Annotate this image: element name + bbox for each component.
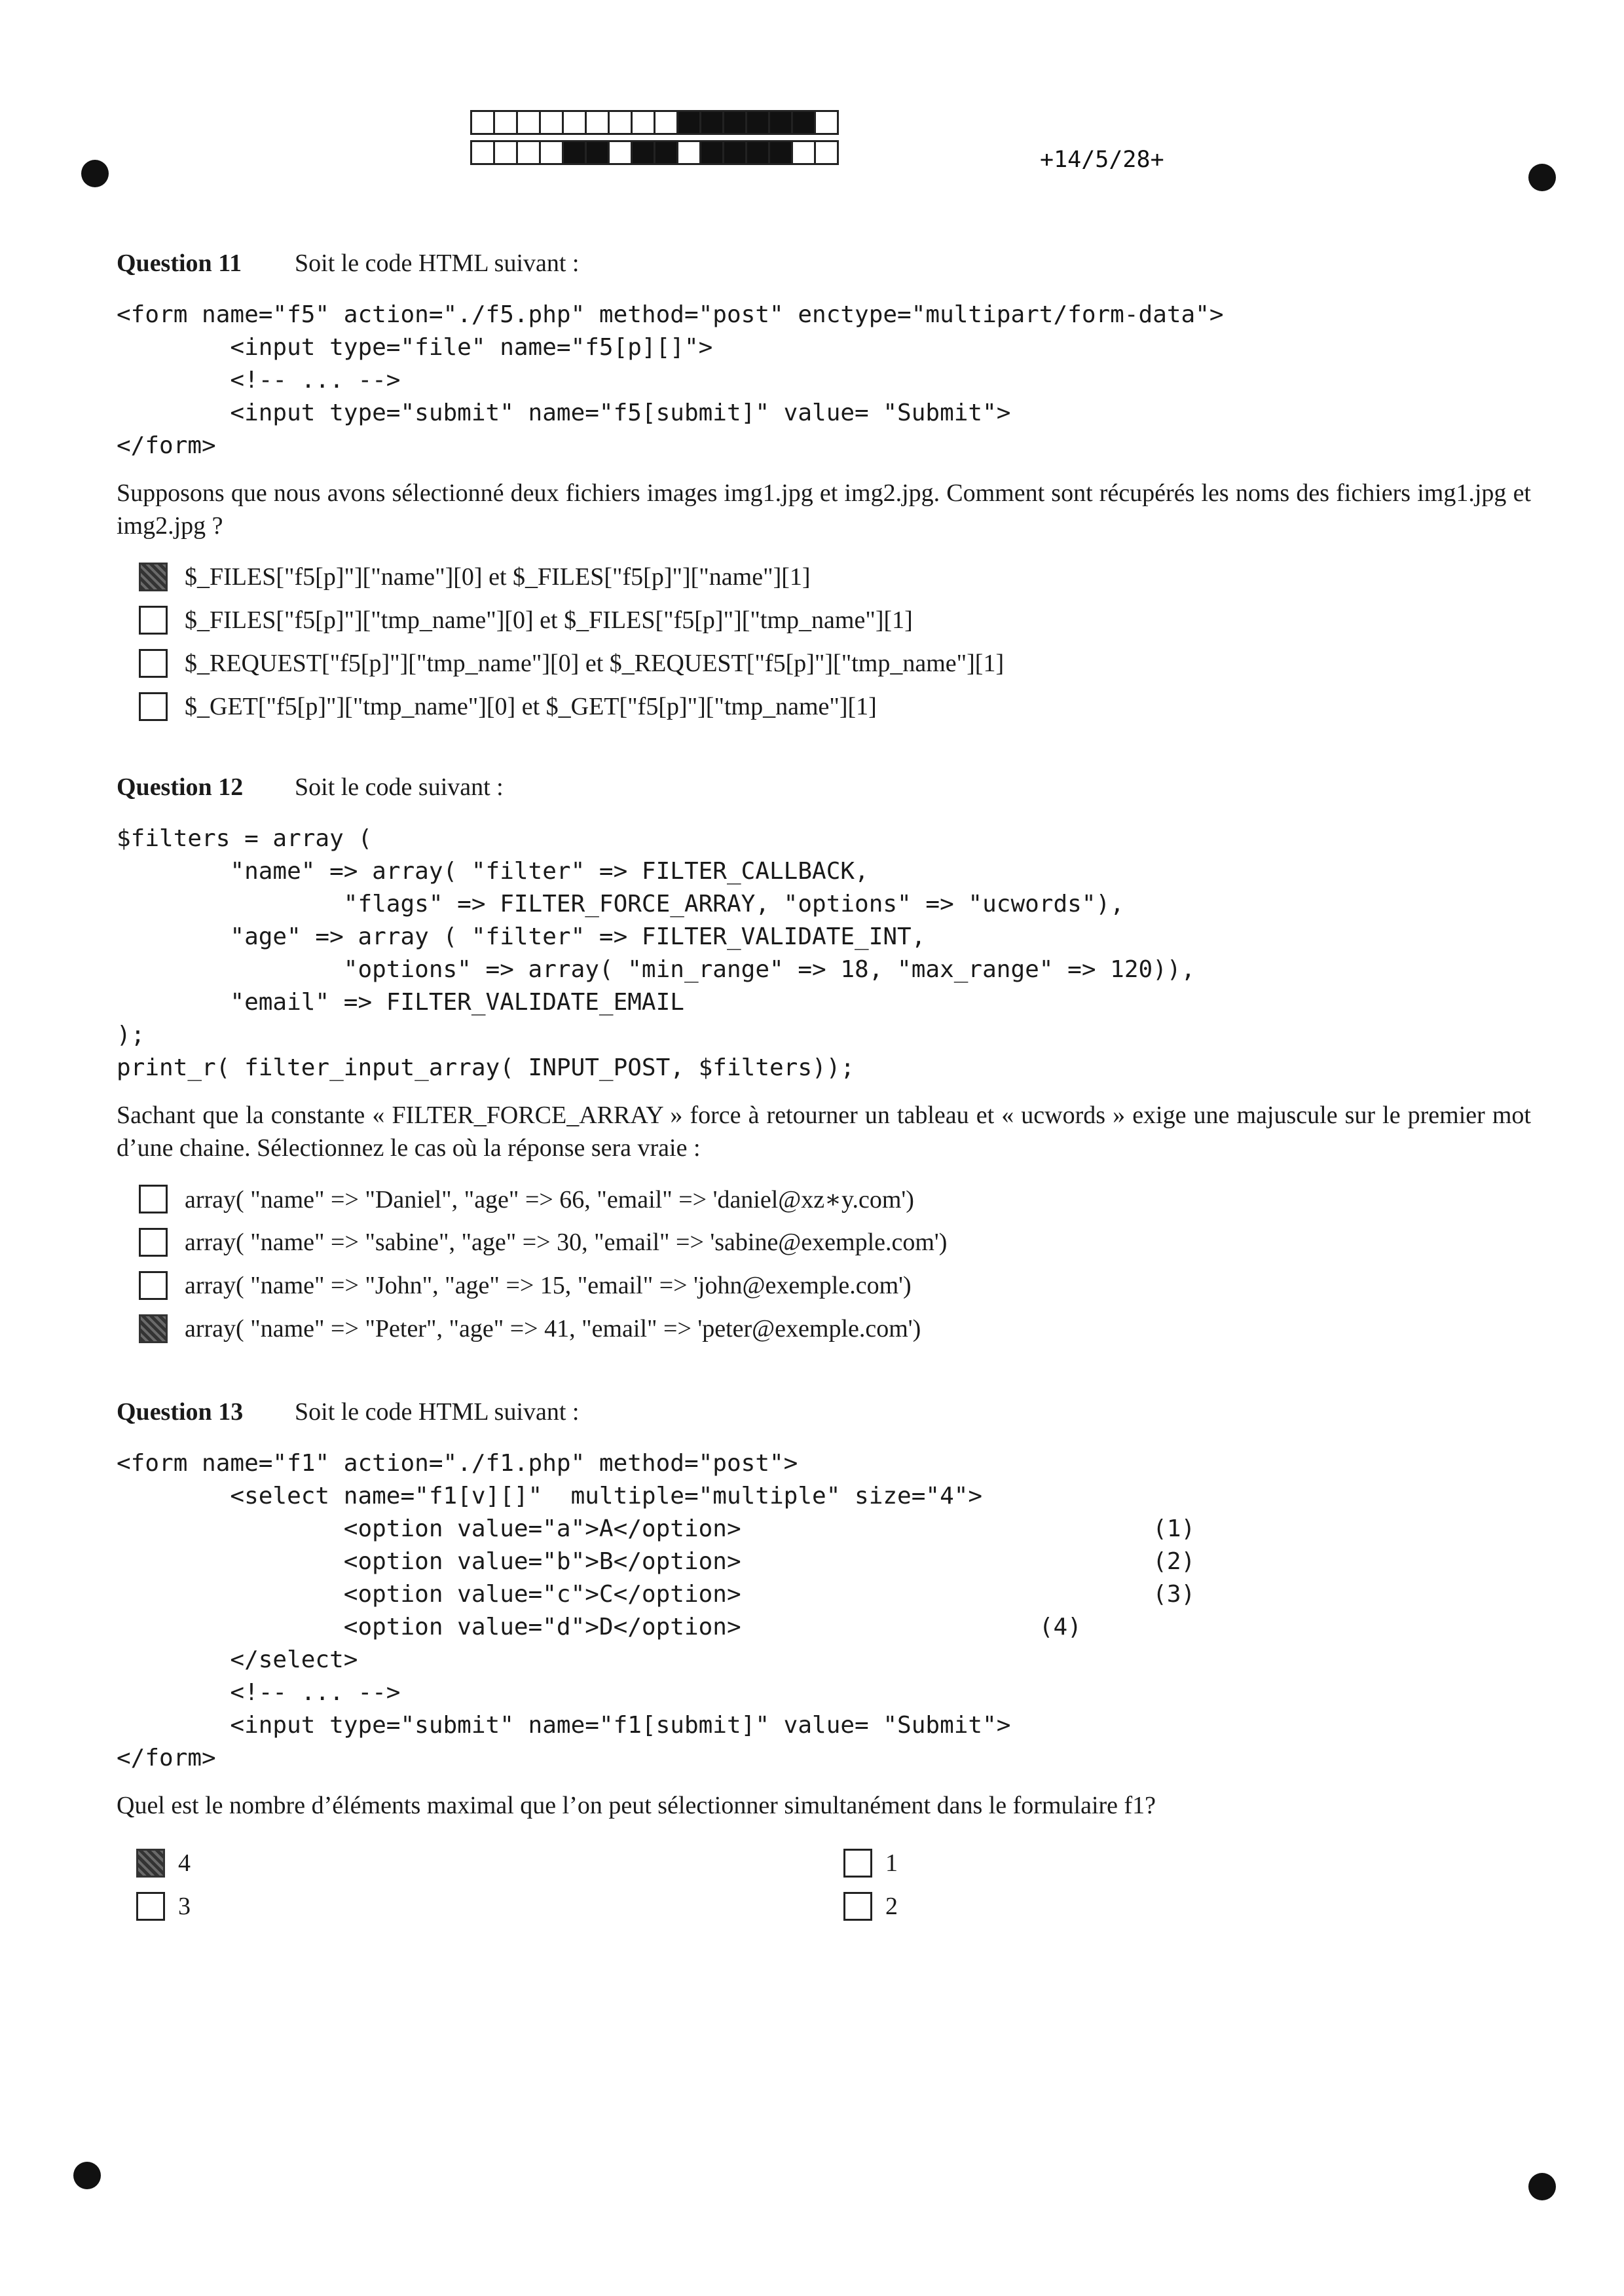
barcode-cell (631, 140, 655, 165)
choice-label: 1 (885, 1849, 898, 1877)
choice-item[interactable] (117, 1264, 1531, 1307)
question-11 (117, 248, 1531, 728)
choice-label: array( "name" => "Daniel", "age" => 66, "email" => 'daniel@xz∗y.com') (185, 1185, 914, 1213)
checkbox[interactable] (139, 1271, 168, 1300)
barcode-cell (562, 140, 587, 165)
choice-item[interactable] (117, 685, 1531, 728)
question-prompt: Soit le code HTML suivant : (295, 250, 580, 277)
checkbox[interactable] (139, 606, 168, 635)
code-block: $filters = array ( "name" => array( "filter" => FILTER_CALLBACK, "flags" => FILTER_FORCE_ARRAY, "options" => "ucwords"), "age" => array ( "filter" => FILTER_VALIDATE_INT, "options" => array( "min_range" => 18, "max_range" => 120)), "email" => FILTER_VALIDATE_EMAIL ); print_r( filter_input_array( INPUT_POST, $filters)); (117, 825, 1196, 1081)
checkbox[interactable] (136, 1892, 165, 1921)
barcode-cell (470, 140, 495, 165)
checkbox[interactable] (139, 649, 168, 678)
checkbox[interactable] (843, 1892, 872, 1921)
checkbox[interactable] (139, 1314, 168, 1343)
question-text: Quel est le nombre d’éléments maximal que l’on peut sélectionner simultanément dans le formulaire f1? (117, 1792, 1156, 1819)
question-text: Supposons que nous avons sélectionné deux fichiers images img1.jpg et img2.jpg. Comment sont récupérés les noms des fichiers img1.jpg et img2.jpg ? (117, 479, 1531, 540)
question-text: Sachant que la constante « FILTER_FORCE_ARRAY » force à retourner un tableau et « ucwords » exige une majuscule sur le premier mot d’une chaine. Sélectionnez le cas où la réponse sera vraie : (117, 1102, 1531, 1162)
barcode-cell (676, 140, 701, 165)
sheet-id: +14/5/28+ (1040, 147, 1164, 173)
barcode-cell (814, 140, 839, 165)
question-prompt: Soit le code HTML suivant : (295, 1398, 580, 1426)
barcode-cell (745, 110, 770, 135)
barcode-cell (562, 110, 587, 135)
barcode-cell (722, 110, 747, 135)
choice-item[interactable] (824, 1842, 1531, 1885)
barcode-cell (493, 110, 518, 135)
registration-mark-bottom-right (1528, 2173, 1556, 2200)
barcode-cell (722, 140, 747, 165)
question-label: Question 13 (117, 1398, 244, 1426)
registration-mark-bottom-left (73, 2162, 101, 2189)
barcode-cell (516, 140, 541, 165)
choice-label: $_GET["f5[p]"]["tmp_name"][0] et $_GET["f5[p]"]["tmp_name"][1] (185, 693, 877, 720)
barcode-cell (470, 110, 495, 135)
question-prompt: Soit le code suivant : (295, 773, 504, 801)
choice-label: array( "name" => "Peter", "age" => 41, "email" => 'peter@exemple.com') (185, 1315, 921, 1342)
barcode-cell (768, 140, 793, 165)
barcode-cell (608, 140, 633, 165)
choice-list (117, 1842, 1531, 1928)
choice-label: 4 (178, 1849, 191, 1877)
checkbox[interactable] (139, 692, 168, 721)
barcode-cell (585, 110, 610, 135)
question-header (117, 1396, 1531, 1428)
choice-item[interactable] (117, 1842, 824, 1885)
choice-item[interactable] (824, 1885, 1531, 1928)
barcode-cell (654, 110, 678, 135)
choice-item[interactable] (117, 599, 1531, 642)
barcode-cell (791, 110, 816, 135)
choice-label: $_FILES["f5[p]"]["name"][0] et $_FILES["f5[p]"]["name"][1] (185, 563, 811, 591)
barcode-cell (699, 110, 724, 135)
checkbox[interactable] (139, 563, 168, 591)
choice-item[interactable] (117, 555, 1531, 599)
barcode-cell (768, 110, 793, 135)
barcode-cell (699, 140, 724, 165)
barcode-cell (631, 110, 655, 135)
code-block: <form name="f1" action="./f1.php" method="post"> <select name="f1[v][]" multiple="multiple" size="4"> <option value="a">A</option> (1) <option value="b">B</option> (2) <option value="c">C</option> (3) <option value="d">D</option> (4) </select> <!-- ... --> <input type="submit" name="f1[submit]" value= "Submit"> </form> (117, 1450, 1196, 1771)
choice-item[interactable] (117, 1221, 1531, 1264)
choice-item[interactable] (117, 1307, 1531, 1350)
barcode-cell (585, 140, 610, 165)
barcode-cell (745, 140, 770, 165)
choice-label: $_REQUEST["f5[p]"]["tmp_name"][0] et $_REQUEST["f5[p]"]["tmp_name"][1] (185, 650, 1005, 677)
choice-label: array( "name" => "John", "age" => 15, "email" => 'john@exemple.com') (185, 1272, 912, 1299)
choice-list (117, 555, 1531, 728)
barcode-cell (654, 140, 678, 165)
registration-mark-top-right (1528, 164, 1556, 191)
checkbox[interactable] (139, 1185, 168, 1213)
barcode-cell (814, 110, 839, 135)
choice-label: 3 (178, 1893, 191, 1920)
barcode-cell (791, 140, 816, 165)
choice-item[interactable] (117, 1885, 824, 1928)
choice-label: 2 (885, 1893, 898, 1920)
code-block: <form name="f5" action="./f5.php" method="post" enctype="multipart/form-data"> <input type="file" name="f5[p][]"> <!-- ... --> <input type="submit" name="f5[submit]" value= "Submit"> </form> (117, 301, 1224, 459)
barcode-cell (539, 140, 564, 165)
barcode-cell (676, 110, 701, 135)
barcode-cell (493, 140, 518, 165)
choice-item[interactable] (117, 642, 1531, 685)
checkbox[interactable] (136, 1849, 165, 1878)
barcode-row-1 (470, 110, 837, 135)
barcode-cell (516, 110, 541, 135)
question-label: Question 11 (117, 250, 242, 277)
checkbox[interactable] (843, 1849, 872, 1878)
question-header (117, 248, 1531, 279)
registration-mark-top-left (81, 160, 109, 187)
choice-label: $_FILES["f5[p]"]["tmp_name"][0] et $_FILES["f5[p]"]["tmp_name"][1] (185, 606, 913, 634)
question-13 (117, 1396, 1531, 1928)
barcode-cell (608, 110, 633, 135)
checkbox[interactable] (139, 1228, 168, 1257)
question-12 (117, 771, 1531, 1350)
choice-label: array( "name" => "sabine", "age" => 30, "email" => 'sabine@exemple.com') (185, 1229, 948, 1256)
choice-list (117, 1177, 1531, 1350)
question-header (117, 771, 1531, 803)
barcode-row-2 (470, 140, 837, 165)
choice-item[interactable] (117, 1177, 1531, 1221)
barcode-cell (539, 110, 564, 135)
question-label: Question 12 (117, 773, 244, 801)
